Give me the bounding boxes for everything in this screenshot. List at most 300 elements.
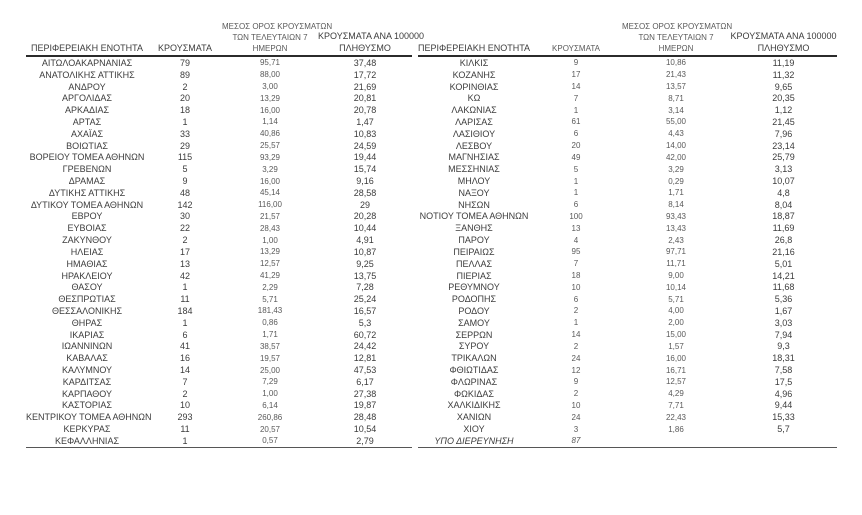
regional-cases-table-left (26, 13, 424, 448)
avg7-cell: 55,00 (665, 117, 687, 127)
table-row (418, 423, 837, 435)
region-cell: ΚΟΖΑΝΗΣ (452, 69, 496, 80)
avg7-cell: 93,29 (259, 152, 281, 162)
region-cell: ΘΑΣΟΥ (71, 282, 103, 293)
region-cell: ΛΕΣΒΟΥ (455, 140, 493, 151)
cases-cell: 4 (573, 235, 579, 245)
avg7-cell: 11,71 (666, 259, 686, 269)
per100k-cell: 28,58 (353, 187, 377, 198)
region-cell: ΠΕΙΡΑΙΩΣ (453, 246, 495, 257)
table-row (26, 199, 412, 211)
region-cell: ΝΗΣΩΝ (458, 199, 490, 210)
table-row (418, 187, 837, 199)
region-cell: ΘΕΣΣΑΛΟΝΙΚΗΣ (51, 305, 123, 316)
avg7-cell: 12,57 (259, 259, 281, 269)
table-row (418, 222, 837, 234)
region-cell: ΚΑΛΥΜΝΟΥ (61, 365, 113, 376)
region-cell: ΝΑΞΟΥ (458, 187, 490, 198)
region-cell: ΒΟΙΩΤΙΑΣ (66, 140, 108, 151)
avg7-cell: 1,71 (262, 330, 278, 340)
region-cell: ΚΑΒΑΛΑΣ (66, 353, 108, 364)
per100k-cell: 14,21 (772, 270, 795, 281)
table-row (418, 211, 837, 223)
region-cell: ΦΩΚΙΔΑΣ (454, 388, 494, 399)
cases-cell: 2 (573, 389, 579, 399)
per100k-cell: 5,01 (774, 258, 793, 269)
avg7-cell: 97,71 (665, 247, 687, 257)
table-row (418, 281, 837, 293)
table-row (26, 246, 412, 258)
region-cell: ΠΑΡΟΥ (458, 235, 490, 246)
cases-cell: 12 (571, 365, 581, 375)
per100k-cell: 1,12 (774, 105, 793, 116)
region-cell: ΜΑΓΝΗΣΙΑΣ (448, 152, 500, 163)
region-cell: ΑΙΤΩΛΟΑΚΑΡΝΑΝΙΑΣ (41, 57, 133, 68)
avg7-cell: 13,57 (665, 82, 687, 92)
table-row (418, 128, 837, 140)
avg7-cell: 13,29 (259, 93, 281, 103)
column-header-cases: ΚΡΟΥΣΜΑΤΑ (552, 43, 600, 53)
cases-cell: 1 (182, 435, 188, 446)
region-cell: ΔΡΑΜΑΣ (68, 176, 106, 187)
table-row (418, 92, 837, 104)
cases-cell: 2 (573, 341, 579, 351)
table-row (26, 388, 412, 400)
region-cell: ΘΗΡΑΣ (71, 317, 103, 328)
region-cell: ΦΘΙΩΤΙΔΑΣ (449, 365, 499, 376)
region-cell: ΜΕΣΣΗΝΙΑΣ (448, 164, 500, 175)
table-row (26, 352, 412, 364)
per100k-cell: 20,28 (353, 211, 377, 222)
table-row (418, 246, 837, 258)
cases-cell: 1 (182, 317, 188, 328)
per100k-cell: 20,78 (353, 105, 377, 116)
per100k-cell: 11,32 (772, 69, 795, 80)
cases-cell: 6 (573, 294, 579, 304)
avg7-cell: 260,86 (257, 412, 283, 422)
avg7-cell: 1,71 (668, 188, 684, 198)
cases-cell: 6 (573, 200, 579, 210)
region-cell: ΦΛΩΡΙΝΑΣ (450, 376, 498, 387)
column-header-region: ΠΕΡΙΦΕΡΕΙΑΚΗ ΕΝΟΤΗΤΑ (30, 42, 144, 53)
table-header (418, 13, 837, 57)
region-cell: ΗΜΑΘΙΑΣ (66, 258, 108, 269)
avg7-cell: 5,71 (262, 294, 278, 304)
per100k-cell: 8,04 (774, 199, 793, 210)
column-header-cases-per-100k: ΚΡΟΥΣΜΑΤΑ ΑΝΑ 100000 ΠΛΗΘΥΣΜΟ (730, 31, 837, 53)
table-row (26, 364, 412, 376)
cases-cell: 9 (182, 176, 188, 187)
avg7-cell: 38,57 (259, 341, 281, 351)
avg7-cell: 93,43 (665, 211, 687, 221)
table-row (418, 104, 837, 116)
avg7-cell: 1,14 (262, 117, 278, 127)
table-row (26, 187, 412, 199)
per100k-cell: 11,69 (772, 223, 795, 234)
tables-container (26, 13, 837, 448)
per100k-cell: 20,35 (772, 93, 795, 104)
avg7-cell: 4,00 (668, 306, 684, 316)
table-row (26, 293, 412, 305)
cases-cell: 20 (571, 141, 581, 151)
avg7-cell: 12,57 (665, 377, 687, 387)
table-row (26, 152, 412, 164)
table-row (26, 116, 412, 128)
per100k-cell: 12,81 (353, 353, 377, 364)
cases-cell: 33 (179, 128, 190, 139)
per100k-cell: 7,28 (356, 282, 374, 293)
table-row (418, 293, 837, 305)
cases-cell: 7 (573, 93, 579, 103)
region-cell: ΠΕΛΛΑΣ (455, 258, 493, 269)
avg7-cell: 28,43 (259, 223, 281, 233)
table-row (418, 116, 837, 128)
per100k-cell: 29 (359, 199, 370, 210)
cases-cell: 10 (571, 282, 581, 292)
table-row (26, 104, 412, 116)
cases-cell: 100 (569, 211, 583, 221)
cases-cell: 42 (179, 270, 190, 281)
region-cell: ΣΕΡΡΩΝ (455, 329, 493, 340)
avg7-cell: 6,14 (262, 400, 278, 410)
per100k-cell: 7,94 (774, 329, 793, 340)
avg7-cell: 7,29 (262, 377, 278, 387)
cases-cell: 1 (573, 105, 579, 115)
table-row (26, 423, 412, 435)
avg7-cell: 21,43 (665, 70, 687, 80)
per100k-cell: 10,54 (353, 424, 377, 435)
region-cell: ΑΡΓΟΛΙΔΑΣ (62, 93, 112, 104)
region-cell: ΚΩ (467, 93, 481, 104)
avg7-cell: 3,29 (668, 164, 684, 174)
cases-cell: 14 (179, 365, 190, 376)
table-row (26, 92, 412, 104)
cases-cell: 1 (573, 176, 579, 186)
region-cell: ΕΥΒΟΙΑΣ (67, 223, 107, 234)
per100k-cell: 15,74 (353, 164, 377, 175)
region-cell: ΕΒΡΟΥ (71, 211, 103, 222)
region-cell: ΡΟΔΟΠΗΣ (451, 294, 497, 305)
table-row (26, 69, 412, 81)
region-cell: ΔΥΤΙΚΗΣ ΑΤΤΙΚΗΣ (48, 187, 126, 198)
avg7-cell: 25,57 (259, 141, 281, 151)
cases-cell: 18 (571, 271, 581, 281)
table-row (418, 234, 837, 246)
region-cell: ΚΟΡΙΝΘΙΑΣ (449, 81, 499, 92)
region-cell: ΥΠΟ ΔΙΕΡΕΥΝΗΣΗ (434, 435, 514, 446)
avg7-cell: 21,57 (259, 211, 281, 221)
region-cell: ΤΡΙΚΑΛΩΝ (451, 353, 497, 364)
per100k-cell: 16,57 (353, 305, 377, 316)
avg7-cell: 1,00 (262, 235, 278, 245)
per100k-cell: 21,69 (353, 81, 377, 92)
cases-cell: 13 (179, 258, 190, 269)
per100k-cell: 15,33 (772, 412, 795, 423)
table-row (26, 81, 412, 93)
cases-cell: 293 (177, 412, 193, 423)
cases-cell: 2 (573, 306, 579, 316)
per100k-cell: 4,91 (356, 235, 374, 246)
table-row (418, 152, 837, 164)
per100k-cell: 24,59 (353, 140, 377, 151)
per100k-cell: 9,25 (356, 258, 374, 269)
avg7-cell: 4,29 (668, 389, 684, 399)
per100k-cell: 2,79 (356, 435, 374, 446)
avg7-cell: 22,43 (665, 412, 687, 422)
table-row (418, 376, 837, 388)
cases-cell: 79 (179, 57, 190, 68)
cases-cell: 41 (179, 341, 190, 352)
region-cell: ΚΑΡΠΑΘΟΥ (61, 388, 113, 399)
region-cell: ΜΗΛΟΥ (457, 176, 491, 187)
table-row (26, 222, 412, 234)
avg7-cell: 3,00 (262, 82, 278, 92)
cases-cell: 61 (571, 117, 581, 127)
table-row (418, 69, 837, 81)
table-row (26, 317, 412, 329)
avg7-cell: 88,00 (259, 70, 281, 80)
per100k-cell: 7,96 (774, 128, 793, 139)
avg7-cell: 15,00 (665, 330, 687, 340)
per100k-cell: 19,87 (353, 400, 377, 411)
region-cell: ΧΑΝΙΩΝ (456, 412, 492, 423)
avg7-cell: 20,57 (259, 424, 281, 434)
avg7-cell: 40,86 (259, 129, 281, 139)
avg7-cell: 4,43 (668, 129, 684, 139)
table-row (418, 352, 837, 364)
avg7-cell: 0,86 (262, 318, 278, 328)
avg7-cell: 8,71 (668, 93, 684, 103)
region-cell: ΙΩΑΝΝΙΝΩΝ (61, 341, 113, 352)
region-cell: ΛΑΚΩΝΙΑΣ (451, 105, 497, 116)
per100k-cell: 23,14 (772, 140, 795, 151)
region-cell: ΘΕΣΠΡΩΤΙΑΣ (58, 294, 116, 305)
region-cell: ΣΥΡΟΥ (458, 341, 490, 352)
table-row (26, 281, 412, 293)
per100k-cell: 5,36 (774, 294, 793, 305)
cases-cell: 95 (571, 247, 581, 257)
per100k-cell: 3,13 (774, 164, 793, 175)
cases-cell: 1 (573, 188, 579, 198)
cases-cell: 14 (571, 330, 581, 340)
table-row (26, 305, 412, 317)
per100k-cell: 47,53 (353, 365, 377, 376)
table-row (26, 175, 412, 187)
avg7-cell: 16,00 (665, 353, 687, 363)
cases-cell: 13 (571, 223, 581, 233)
cases-cell: 11 (180, 424, 190, 435)
avg7-cell: 0,57 (262, 436, 278, 446)
column-header-cases-per-100k: ΚΡΟΥΣΜΑΤΑ ΑΝΑ 100000 ΠΛΗΘΥΣΜΟ (318, 31, 424, 53)
avg7-cell: 95,71 (259, 58, 281, 68)
cases-cell: 2 (182, 235, 188, 246)
region-cell: ΧΙΟΥ (463, 424, 485, 435)
region-cell: ΗΛΕΙΑΣ (70, 246, 104, 257)
cases-cell: 49 (571, 152, 581, 162)
region-cell: ΙΚΑΡΙΑΣ (69, 329, 105, 340)
per100k-cell: 9,65 (774, 81, 793, 92)
avg7-cell: 0,29 (668, 176, 684, 186)
cases-cell: 184 (177, 305, 193, 316)
table-row (26, 258, 412, 270)
avg7-cell: 16,71 (665, 365, 687, 375)
per100k-cell: 4,8 (777, 187, 790, 198)
avg7-cell: 1,57 (668, 341, 684, 351)
cases-cell: 16 (179, 353, 190, 364)
cases-cell: 2 (182, 388, 188, 399)
table-row (418, 140, 837, 152)
regional-cases-table-right (418, 13, 837, 448)
region-cell: ΚΑΡΔΙΤΣΑΣ (62, 376, 112, 387)
avg7-cell: 16,00 (259, 176, 281, 186)
table-row (26, 57, 412, 69)
per100k-cell: 18,31 (772, 353, 795, 364)
per100k-cell: 17,5 (774, 376, 793, 387)
cases-cell: 6 (182, 329, 188, 340)
per100k-cell: 24,42 (353, 341, 377, 352)
table-row (26, 270, 412, 282)
per100k-cell: 17,72 (353, 69, 377, 80)
cases-cell: 1 (182, 116, 188, 127)
cases-cell: 9 (573, 377, 579, 387)
region-cell: ΚΕΝΤΡΙΚΟΥ ΤΟΜΕΑ ΑΘΗΝΩΝ (26, 412, 152, 423)
pending-investigation-row (418, 435, 837, 447)
table-row (418, 400, 837, 412)
table-row (26, 329, 412, 341)
avg7-cell: 13,43 (665, 223, 687, 233)
cases-cell: 142 (177, 199, 193, 210)
table-row (418, 258, 837, 270)
per100k-cell: 5,3 (358, 317, 372, 328)
table-row (26, 211, 412, 223)
avg7-cell: 2,43 (668, 235, 684, 245)
avg7-cell: 42,00 (665, 152, 687, 162)
region-cell: ΓΡΕΒΕΝΩΝ (62, 164, 112, 175)
avg7-cell: 8,14 (668, 200, 684, 210)
per100k-cell: 19,44 (353, 152, 377, 163)
per100k-cell: 10,07 (772, 176, 795, 187)
avg7-cell: 116,00 (258, 200, 282, 210)
avg7-cell: 9,00 (668, 271, 684, 281)
table-row (26, 234, 412, 246)
cases-cell: 48 (179, 187, 190, 198)
region-cell: ΚΕΦΑΛΛΗΝΙΑΣ (54, 435, 120, 446)
table-body (26, 57, 412, 448)
table-row (26, 163, 412, 175)
region-cell: ΧΑΛΚΙΔΙΚΗΣ (447, 400, 501, 411)
region-cell: ΖΑΚΥΝΘΟΥ (62, 235, 112, 246)
region-cell: ΡΕΘΥΜΝΟΥ (448, 282, 500, 293)
region-cell: ΚΙΛΚΙΣ (459, 57, 489, 68)
region-cell: ΑΝΔΡΟΥ (68, 81, 106, 92)
per100k-cell: 10,83 (353, 128, 377, 139)
region-cell: ΑΡΚΑΔΙΑΣ (64, 105, 110, 116)
avg7-cell: 19,57 (259, 353, 281, 363)
avg7-cell: 1,86 (668, 424, 684, 434)
avg7-cell: 10,86 (665, 58, 687, 68)
table-row (26, 341, 412, 353)
table-header (26, 13, 424, 57)
table-row (26, 400, 412, 412)
cases-cell: 89 (179, 69, 190, 80)
per100k-cell: 9,3 (777, 341, 790, 352)
column-header-7day-average: ΜΕΣΟΣ ΟΡΟΣ ΚΡΟΥΣΜΑΤΩΝ ΤΩΝ ΤΕΛΕΥΤΑΙΩΝ 7 ΗΜΕΡΩΝ (622, 22, 733, 53)
cases-cell: 9 (573, 58, 579, 68)
per100k-cell: 6,17 (356, 376, 374, 387)
avg7-cell: 2,29 (262, 282, 278, 292)
cases-cell: 5 (182, 164, 188, 175)
per100k-cell: 28,48 (353, 412, 377, 423)
cases-cell: 17 (179, 246, 190, 257)
per100k-cell: 20,81 (353, 93, 377, 104)
cases-cell: 29 (179, 140, 190, 151)
per100k-cell: 11,19 (772, 57, 795, 68)
region-cell: ΡΟΔΟΥ (458, 305, 490, 316)
cases-cell: 17 (571, 70, 581, 80)
table-row (26, 411, 412, 423)
table-row (418, 270, 837, 282)
cases-cell: 87 (571, 436, 581, 446)
avg7-cell: 16,00 (259, 105, 281, 115)
cases-cell: 115 (177, 152, 193, 163)
table-body (418, 57, 837, 448)
table-row (26, 376, 412, 388)
table-row (418, 163, 837, 175)
region-cell: ΒΟΡΕΙΟΥ ΤΟΜΕΑ ΑΘΗΝΩΝ (29, 152, 145, 163)
avg7-cell: 14,00 (665, 141, 687, 151)
cases-cell: 1 (573, 318, 579, 328)
cases-cell: 30 (179, 211, 190, 222)
avg7-cell: 10,14 (665, 282, 687, 292)
table-row (26, 128, 412, 140)
region-cell: ΞΑΝΘΗΣ (455, 223, 493, 234)
table-row (26, 435, 412, 447)
avg7-cell: 2,00 (668, 318, 684, 328)
per100k-cell: 9,16 (356, 176, 374, 187)
cases-cell: 22 (179, 223, 190, 234)
avg7-cell: 3,29 (262, 164, 278, 174)
region-cell: ΠΙΕΡΙΑΣ (456, 270, 492, 281)
avg7-cell: 41,29 (259, 271, 281, 281)
table-row (418, 341, 837, 353)
per100k-cell: 18,87 (772, 211, 795, 222)
avg7-cell: 3,14 (668, 105, 684, 115)
per100k-cell: 7,58 (774, 365, 793, 376)
per100k-cell: 27,38 (353, 388, 377, 399)
avg7-cell: 7,71 (668, 400, 684, 410)
cases-cell: 2 (182, 81, 188, 92)
region-cell: ΗΡΑΚΛΕΙΟΥ (61, 270, 113, 281)
cases-cell: 7 (573, 259, 579, 269)
per100k-cell: 1,47 (356, 116, 374, 127)
cases-cell: 10 (179, 400, 190, 411)
region-cell: ΛΑΣΙΘΙΟΥ (452, 128, 496, 139)
table-row (418, 199, 837, 211)
region-cell: ΛΑΡΙΣΑΣ (455, 116, 493, 127)
table-row (418, 57, 837, 69)
avg7-cell: 5,71 (668, 294, 684, 304)
cases-cell: 14 (571, 82, 581, 92)
region-cell: ΔΥΤΙΚΟΥ ΤΟΜΕΑ ΑΘΗΝΩΝ (30, 199, 144, 210)
region-cell: ΚΕΡΚΥΡΑΣ (63, 424, 111, 435)
table-row (418, 175, 837, 187)
region-cell: ΝΟΤΙΟΥ ΤΟΜΕΑ ΑΘΗΝΩΝ (419, 211, 529, 222)
cases-cell: 6 (573, 129, 579, 139)
table-row (418, 388, 837, 400)
region-cell: ΚΑΣΤΟΡΙΑΣ (62, 400, 112, 411)
cases-cell: 10 (571, 400, 581, 410)
region-cell: ΑΧΑΪΑΣ (70, 128, 104, 139)
